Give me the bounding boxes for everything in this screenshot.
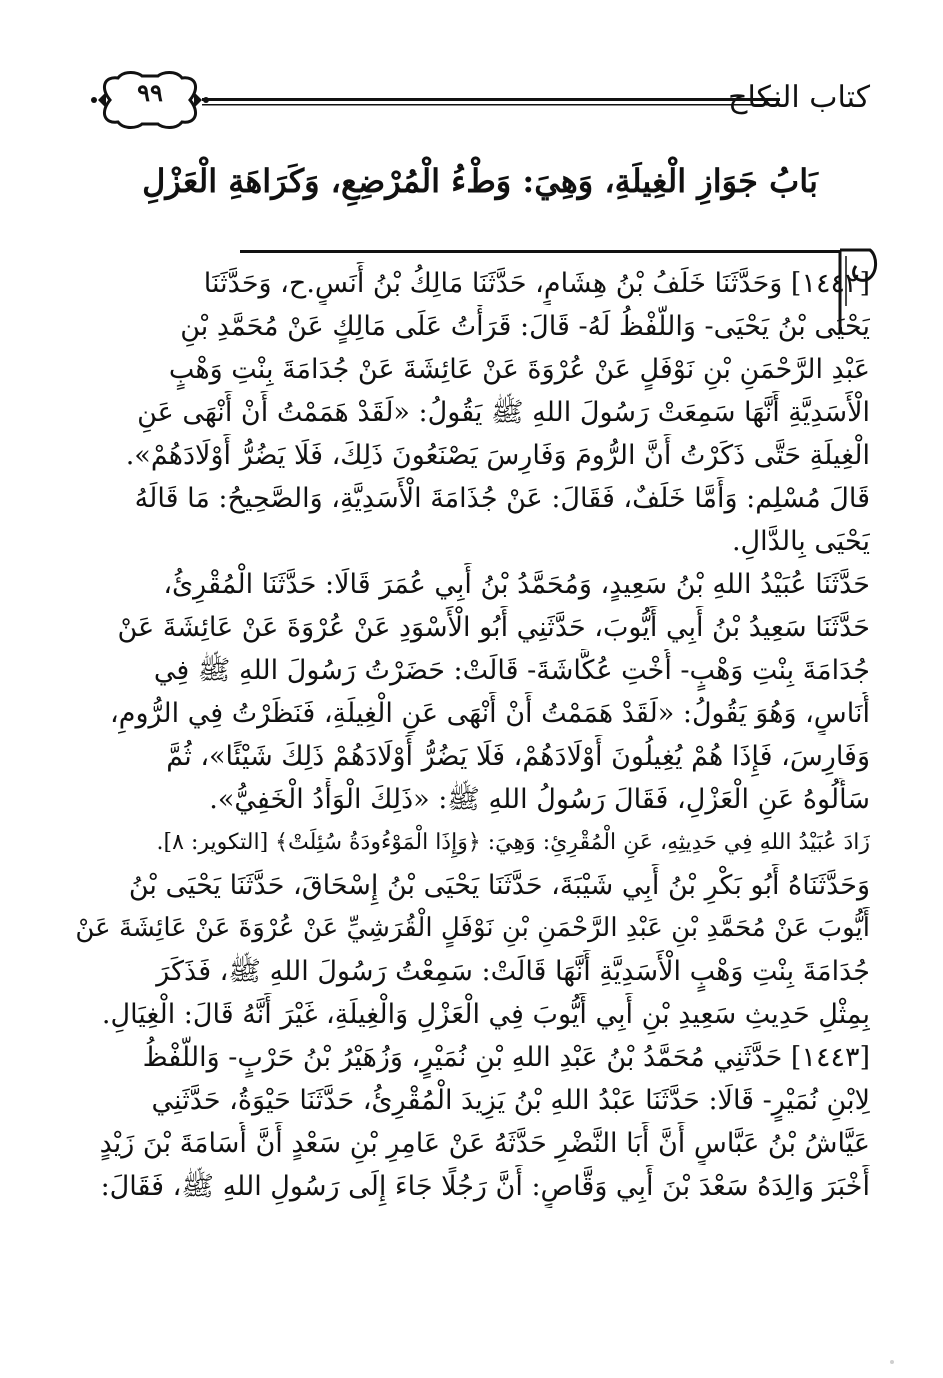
header-rule <box>202 96 780 108</box>
running-header <box>90 68 870 138</box>
text-line: عَيَّاشُ بْنُ عَبَّاسٍ أَنَّ أَبَا النَّضْرِ حَدَّثَهُ عَنْ عَامِرِ بْنِ سَعْدٍ أَنَّ أُسَامَةَ بْنَ زَيْدٍ <box>99 1128 870 1159</box>
text-line: عَبْدِ الرَّحْمَنِ بْنِ نَوْفَلٍ عَنْ عُرْوَةَ عَنْ عَائِشَةَ عَنْ جُدَامَةَ بِنْتِ وَهْبٍ <box>168 354 870 385</box>
text-line: وَفَارِسَ، فَإِذَا هُمْ يُغِيلُونَ أَوْلَادَهُمْ، فَلَا يَضُرُّ أَوْلَادَهُمْ ذَلِكَ شَيْئًا»، ثُمَّ <box>166 741 870 772</box>
text-line: [١٤٤٢] وَحَدَّثَنَا خَلَفُ بْنُ هِشَامٍ، حَدَّثَنَا مَالِكُ بْنُ أَنَسٍ.ح، وَحَدَّثَنَا <box>203 268 870 299</box>
text-line: لِابْنِ نُمَيْرٍ- قَالَا: حَدَّثَنَا عَبْدُ اللهِ بْنُ يَزِيدَ الْمُقْرِئُ، حَدَّثَنَا حَيْوَةُ، حَدَّثَنِي <box>151 1085 870 1116</box>
scan-speck <box>890 1360 894 1364</box>
text-line: قَالَ مُسْلِم: وَأَمَّا خَلَفٌ، فَقَالَ: عَنْ جُذَامَةَ الْأَسَدِيَّةِ، وَالصَّحِيحُ: مَا قَالَهُ <box>134 483 870 514</box>
text-line: حَدَّثَنَا عُبَيْدُ اللهِ بْنُ سَعِيدٍ، وَمُحَمَّدُ بْنُ أَبِي عُمَرَ قَالَا: حَدَّثَنَا الْمُقْرِئُ، <box>163 569 870 600</box>
text-frame-rule <box>240 250 840 253</box>
text-line: أَيُّوبَ عَنْ مُحَمَّدِ بْنِ عَبْدِ الرَّحْمَنِ بْنِ نَوْفَلٍ الْقُرَشِيِّ عَنْ عُرْوَةَ عَنْ عَائِشَةَ عَنْ <box>75 913 870 943</box>
text-line: جُدَامَةَ بِنْتِ وَهْبٍ الْأَسَدِيَّةِ أَنَّهَا قَالَتْ: سَمِعْتُ رَسُولَ اللهِ ﷺ، فَذَكَرَ <box>156 956 870 987</box>
text-line: أُنَاسٍ، وَهُوَ يَقُولُ: «لَقَدْ هَمَمْتُ أَنْ أَنْهَى عَنِ الْغِيلَةِ، فَنَظَرْتُ فِي الرُّومِ، <box>110 698 870 729</box>
text-line: بِمِثْلِ حَدِيثِ سَعِيدِ بْنِ أَبِي أَيُّوبَ فِي الْعَزْلِ وَالْغِيلَةِ، غَيْرَ أَنَّهُ قَالَ: الْغِيَالِ. <box>101 999 870 1030</box>
book-title: كتاب النكاح <box>728 80 870 115</box>
text-line: حَدَّثَنَا سَعِيدُ بْنُ أَبِي أَيُّوبَ، حَدَّثَنِي أَبُو الْأَسْوَدِ عَنْ عُرْوَةَ عَنْ عَائِشَةَ عَنْ <box>117 612 870 643</box>
text-line: الْغِيلَةِ حَتَّى ذَكَرْتُ أَنَّ الرُّومَ وَفَارِسَ يَصْنَعُونَ ذَلِكَ، فَلَا يَضُرُّ أَوْلَادَهُمْ». <box>125 440 870 471</box>
text-line: جُدَامَةَ بِنْتِ وَهْبٍ- أُخْتِ عُكَّاشَةَ- قَالَتْ: حَضَرْتُ رَسُولَ اللهِ ﷺ فِي <box>153 655 870 686</box>
text-line: [١٤٤٣] حَدَّثَنِي مُحَمَّدُ بْنُ عَبْدِ اللهِ بْنِ نُمَيْرٍ، وَزُهَيْرُ بْنُ حَرْبٍ- وَاللَّفْظُ <box>142 1042 870 1073</box>
text-line: يَحْيَى بْنُ يَحْيَى- وَاللَّفْظُ لَهُ- قَالَ: قَرَأْتُ عَلَى مَالِكٍ عَنْ مُحَمَّدِ بْنِ <box>180 311 870 342</box>
text-line: زَادَ عُبَيْدُ اللهِ فِي حَدِيثِهِ، عَنِ الْمُقْرِئِ: وَهِيَ: ﴿وَإِذَا الْمَوْءُودَةُ سُئِلَتْ﴾ [التكوير: ٨]. <box>156 830 870 855</box>
page-number-ornament <box>90 68 210 132</box>
text-line: وَحَدَّثَنَاهُ أَبُو بَكْرِ بْنُ أَبِي شَيْبَةَ، حَدَّثَنَا يَحْيَى بْنُ إِسْحَاقَ، حَدَّثَنَا يَحْيَى بْنُ <box>128 870 870 901</box>
page-number: ٩٩ <box>137 78 163 107</box>
text-line: الْأَسَدِيَّةِ أَنَّهَا سَمِعَتْ رَسُولَ اللهِ ﷺ يَقُولُ: «لَقَدْ هَمَمْتُ أَنْ أَنْهَى عَنِ <box>137 397 870 428</box>
text-line: أَخْبَرَ وَالِدَهُ سَعْدَ بْنَ أَبِي وَقَّاصٍ: أَنَّ رَجُلًا جَاءَ إِلَى رَسُولِ اللهِ ﷺ، فَقَالَ: <box>100 1171 870 1202</box>
text-line: يَحْيَى بِالدَّالِ. <box>731 526 870 557</box>
body-text <box>70 262 870 1342</box>
chapter-heading: بَابُ جَوَازِ الْغِيلَةِ، وَهِيَ: وَطْءُ الْمُرْضِعِ، وَكَرَاهَةِ الْعَزْلِ <box>142 162 818 200</box>
text-line: سَأَلُوهُ عَنِ الْعَزْلِ، فَقَالَ رَسُولُ اللهِ ﷺ: «ذَلِكَ الْوَأْدُ الْخَفِيُّ». <box>209 784 870 815</box>
